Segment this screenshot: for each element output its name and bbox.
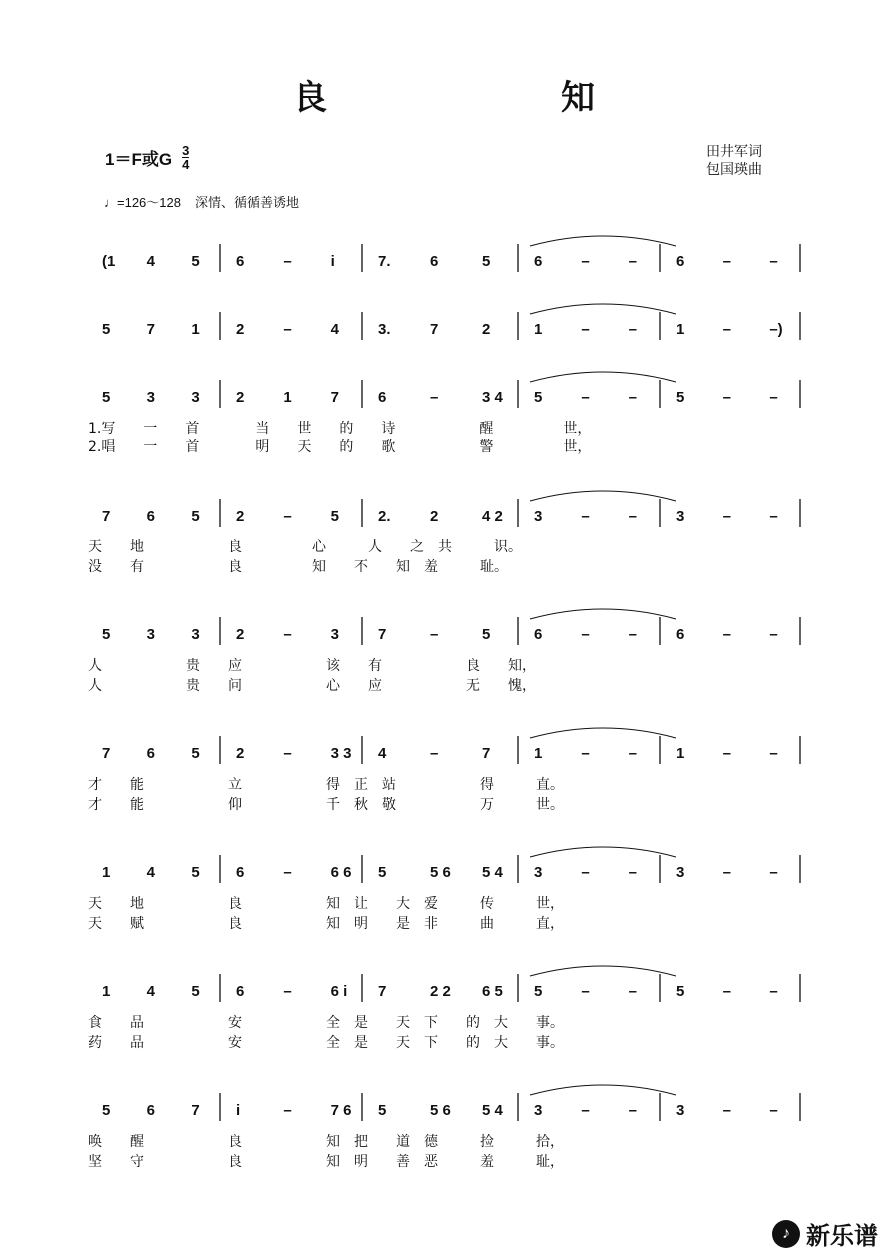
note: 7 — [146, 321, 156, 338]
note: – — [769, 389, 778, 406]
watermark — [772, 1216, 878, 1251]
note: 2 — [482, 321, 491, 338]
note: – — [769, 253, 778, 270]
note: 6 — [236, 983, 245, 1000]
lyric-line: 天 地 良 心 人 之 共 识。 — [88, 539, 522, 555]
time-sig-top: 3 — [182, 143, 190, 158]
note: – — [283, 983, 292, 1000]
note: 3. — [378, 321, 391, 338]
note: 3 — [146, 389, 156, 406]
note: – — [722, 508, 732, 525]
note: 3 — [146, 626, 156, 643]
note: 6 — [534, 626, 543, 643]
note: i — [330, 253, 335, 270]
song-title: 良 知 — [293, 78, 695, 118]
note: – — [283, 626, 292, 643]
note: 1 — [676, 321, 685, 338]
tie-arc — [530, 728, 676, 738]
lyric-line: 1.写 一 首 当 世 的 诗 醒 世， — [88, 421, 592, 437]
note: 6 i — [330, 983, 348, 1000]
note: – — [769, 626, 778, 643]
note: 2 — [236, 745, 245, 762]
note: 6 — [146, 508, 156, 525]
note: 3 3 — [330, 745, 352, 762]
note: 5 — [482, 253, 491, 270]
note: – — [769, 745, 778, 762]
lyric-line: 才 能 仰 千 秋 敬 万 世。 — [88, 797, 564, 813]
note: – — [283, 864, 292, 881]
note: 5 — [534, 389, 543, 406]
note: 5 — [102, 321, 111, 338]
note: 5 — [191, 508, 200, 525]
note: (1 — [102, 253, 116, 270]
lyric-line: 天 地 良 知 让 大 爱 传 世， — [88, 896, 564, 912]
note: 2 — [236, 508, 245, 525]
note: 5 — [102, 1102, 111, 1119]
lyric-line: 天 赋 良 知 明 是 非 曲 直， — [88, 916, 564, 932]
lyric-line: 食 品 安 全 是 天 下 的 大 事。 — [88, 1015, 564, 1031]
tie-arc — [530, 304, 676, 314]
note: 5 — [676, 389, 685, 406]
note: 6 — [430, 253, 439, 270]
note: 6 — [146, 1102, 156, 1119]
note: – — [628, 389, 638, 406]
note: – — [628, 626, 638, 643]
note: 3 — [534, 508, 543, 525]
note: 2 — [236, 321, 245, 338]
lyric-line: 唤 醒 良 知 把 道 德 捡 拾， — [88, 1134, 564, 1150]
note: – — [581, 983, 590, 1000]
note: 7. — [378, 253, 391, 270]
note: 5 6 — [430, 1102, 451, 1119]
note: – — [581, 321, 590, 338]
key-label: 1＝F或G — [105, 150, 173, 169]
note: – — [628, 1102, 638, 1119]
note: 7 6 — [330, 1102, 352, 1119]
watermark-text: 新乐谱 — [806, 1223, 878, 1250]
note: – — [628, 508, 638, 525]
note: – — [430, 626, 439, 643]
note: 5 — [102, 389, 111, 406]
note: – — [283, 253, 292, 270]
note: 5 — [191, 983, 200, 1000]
note: – — [581, 864, 590, 881]
note: – — [581, 253, 590, 270]
note: 6 — [236, 253, 245, 270]
note: 2. — [378, 508, 391, 525]
note: 5 4 — [482, 864, 503, 881]
note: 5 — [191, 745, 200, 762]
tie-arc — [530, 609, 676, 619]
tie-arc — [530, 966, 676, 976]
note: 5 — [102, 626, 111, 643]
note: – — [769, 1102, 778, 1119]
note: – — [628, 864, 638, 881]
lyric-line: 人 贵 应 该 有 良 知， — [88, 658, 536, 674]
lyric-line: 坚 守 良 知 明 善 恶 羞 耻， — [88, 1154, 564, 1170]
note: 1 — [102, 983, 111, 1000]
note: – — [722, 1102, 732, 1119]
note: 3 — [330, 626, 340, 643]
note: 5 — [378, 864, 387, 881]
note: 5 — [676, 983, 685, 1000]
note: 1 — [534, 745, 543, 762]
note: – — [722, 864, 732, 881]
note: 4 — [378, 745, 387, 762]
lyric-line: 人 贵 问 心 应 无 愧， — [88, 678, 536, 694]
note: 6 — [236, 864, 245, 881]
note: – — [628, 253, 638, 270]
tie-arc — [530, 491, 676, 501]
note: – — [581, 389, 590, 406]
note: 6 — [146, 745, 156, 762]
note: 2 — [236, 389, 245, 406]
note: – — [628, 983, 638, 1000]
note: 2 — [236, 626, 245, 643]
note: 6 — [534, 253, 543, 270]
note: 2 — [430, 508, 439, 525]
note: 7 — [102, 745, 111, 762]
note: 2 2 — [430, 983, 451, 1000]
note: – — [283, 1102, 292, 1119]
note: 1 — [676, 745, 685, 762]
composer: 包国瑛曲 — [706, 161, 762, 177]
lyricist: 田井军词 — [706, 143, 762, 159]
note: 3 — [676, 864, 685, 881]
note: – — [722, 745, 732, 762]
note: – — [430, 389, 439, 406]
note: – — [722, 389, 732, 406]
note: – — [769, 983, 778, 1000]
note: – — [283, 745, 292, 762]
note: 1 — [102, 864, 111, 881]
tempo-value: ♩=126～128 — [104, 195, 181, 210]
note: – — [283, 321, 292, 338]
note: – — [722, 253, 732, 270]
note: 5 4 — [482, 1102, 503, 1119]
lyric-line: 没 有 良 知 不 知 羞 耻。 — [88, 559, 508, 575]
note: 4 2 — [482, 508, 503, 525]
note: 5 — [378, 1102, 387, 1119]
tie-arc — [530, 1085, 676, 1095]
tempo-expression: 深情、循循善诱地 — [194, 195, 299, 210]
note: 1 — [191, 321, 200, 338]
note: – — [628, 321, 638, 338]
note: 3 — [191, 389, 200, 406]
note: 4 — [146, 253, 156, 270]
note: 7 — [191, 1102, 200, 1119]
lyric-line: 药 品 安 全 是 天 下 的 大 事。 — [88, 1035, 564, 1051]
note: 3 — [191, 626, 200, 643]
tie-arc — [530, 236, 676, 246]
note: – — [722, 321, 732, 338]
note: – — [430, 745, 439, 762]
time-sig-bottom: 4 — [182, 157, 190, 172]
note: – — [581, 626, 590, 643]
music-disc-icon: ♪ — [772, 1220, 800, 1248]
note: 5 — [534, 983, 543, 1000]
note: – — [722, 626, 732, 643]
note: 7 — [430, 321, 439, 338]
note: 6 — [676, 626, 685, 643]
note: – — [722, 983, 732, 1000]
note: 3 — [676, 508, 685, 525]
note: – — [581, 508, 590, 525]
note: 6 — [676, 253, 685, 270]
lyric-line: 才 能 立 得 正 站 得 直。 — [88, 777, 564, 793]
note: 3 — [676, 1102, 685, 1119]
note: – — [769, 508, 778, 525]
note: 5 — [191, 253, 200, 270]
note: 6 5 — [482, 983, 503, 1000]
note: 1 — [534, 321, 543, 338]
note: 7 — [330, 389, 340, 406]
note: 7 — [482, 745, 491, 762]
note: 5 — [330, 508, 340, 525]
note: 6 — [378, 389, 387, 406]
lyric-line: 2.唱 一 首 明 天 的 歌 警 世， — [88, 439, 592, 455]
tie-arc — [530, 372, 676, 382]
note: 4 — [146, 864, 156, 881]
note: – — [628, 745, 638, 762]
note: 7 — [378, 626, 387, 643]
note: 1 — [283, 389, 292, 406]
note: 5 — [482, 626, 491, 643]
note: 3 — [534, 864, 543, 881]
note: 7 — [102, 508, 111, 525]
note: – — [581, 745, 590, 762]
note: – — [581, 1102, 590, 1119]
note: – — [769, 864, 778, 881]
note: 5 — [191, 864, 200, 881]
note: 4 — [146, 983, 156, 1000]
note: – — [283, 508, 292, 525]
note: 5 6 — [430, 864, 451, 881]
note: i — [236, 1102, 241, 1119]
note: 4 — [330, 321, 340, 338]
note: 6 6 — [330, 864, 352, 881]
tie-arc — [530, 847, 676, 857]
note: –) — [769, 321, 783, 338]
note: 3 — [534, 1102, 543, 1119]
note: 7 — [378, 983, 387, 1000]
note: 3 4 — [482, 389, 503, 406]
